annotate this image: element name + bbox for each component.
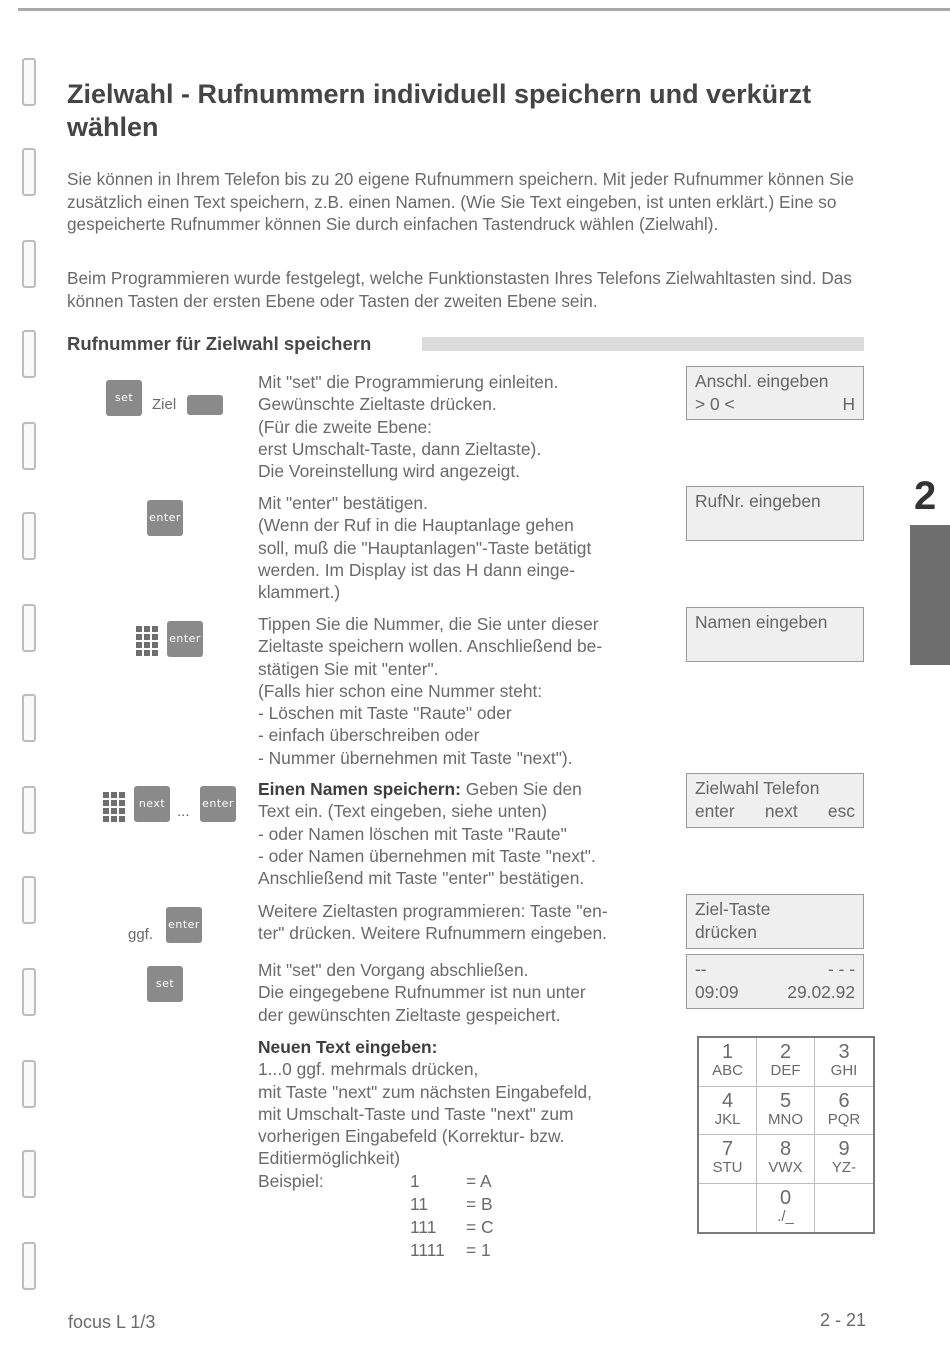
keypad-digit: 3 [838,1041,850,1063]
next-key: next [134,786,170,822]
step-5-text [258,900,668,945]
display-idle [686,954,864,1009]
step-line: Weitere Zieltasten programmieren: Taste "en- [258,901,608,921]
step-line: Text ein. (Text eingeben, siehe unten) [258,801,548,822]
step-1-text [258,371,668,482]
keypad-letters: MNO [768,1110,803,1128]
chapter-tab [910,525,950,665]
keypad-icon [103,792,127,822]
display-line: drücken [695,922,757,942]
step-line: Mit "set" den Vorgang abschließen. [258,960,529,980]
step-line: der gewünschten Zieltaste gespeichert. [258,1004,561,1025]
step-line: klammert.) [258,582,341,603]
example-keys: 111 [410,1217,437,1237]
keypad-letters: ABC [712,1062,743,1079]
display-value: > 0 < [695,394,735,414]
step-line: soll, muß die "Hauptanlagen"-Taste betätigt [258,537,592,558]
step-line: Mit "enter" bestätigen. [258,493,428,513]
intro-paragraph-1: Sie können in Ihrem Telefon bis zu 20 eigene Rufnummern speichern. Mit jeder Rufnummer können Sie zusätzlich einen Text speichern, z.B. einen Namen. (Wie Sie Text eingeben, ist unten erklärt.) Eine so gespeicherte Rufnummer können Sie durch einfachen Tastendruck wählen (Zielwahl). [67,169,854,234]
display-date: 29.02.92 [787,982,855,1002]
step-line: Die Voreinstellung wird angezeigt. [258,461,520,482]
keypad-cell-empty [815,1184,873,1233]
display-line: Zielwahl Telefon [695,778,820,798]
step-line: - Nummer übernehmen mit Taste "next"). [258,747,573,768]
keypad-letters: GHI [830,1062,858,1079]
step-line: Anschließend mit Taste "enter" bestätigen. [258,868,585,889]
enter-key: enter [167,621,203,657]
example-keys: 1111 [410,1240,445,1260]
page-number: 2 - 21 [820,1310,867,1330]
display-time: 09:09 [695,982,739,1002]
ggf-label: ggf. [128,926,154,943]
step-6-text [258,959,668,1026]
step-4-text [258,778,668,889]
footer-product: focus L 1/3 [68,1312,156,1332]
keypad-letters: ./_ [777,1207,794,1225]
step-line: Zieltaste speichern wollen. Anschließend be- [258,636,603,657]
keypad-cell-empty [699,1184,757,1233]
binder-mark [22,1150,36,1198]
step-line: Editiermöglichkeit) [258,1148,401,1169]
step-line: (Für die zweite Ebene: [258,416,432,437]
softkey-enter: enter [695,801,735,821]
binder-mark [22,422,36,470]
step-line: - einfach überschreiben oder [258,725,480,746]
keypad-cell [815,1087,873,1136]
step-line: Die eingegebene Rufnummer ist nun unter [258,982,586,1003]
example-result: = 1 [466,1240,491,1260]
display-zieltaste [686,894,864,949]
intro-paragraph-2: Beim Programmieren wurde festgelegt, welche Funktionstasten Ihres Telefons Zielwahltasten sind. Das können Tasten der ersten Ebene oder Tasten der zweiten Ebene sein. [67,268,852,311]
example-result: = B [466,1194,493,1214]
keypad-cell [815,1135,873,1184]
display-line [695,981,855,1004]
keypad-letters: PQR [827,1110,861,1128]
softkey-esc: esc [827,801,855,821]
page-title: Zielwahl - Rufnummern individuell speichern und verkürzt wählen [67,79,812,142]
step-3-text [258,613,668,769]
step-line: (Wenn der Ruf in die Hauptanlage gehen [258,515,574,536]
display-line: Ziel-Taste [695,899,771,919]
keypad-digit: 7 [721,1138,734,1160]
keypad-letters: JKL [714,1110,741,1128]
enter-key: enter [166,907,202,943]
keypad-letters: STU [712,1159,743,1176]
binder-mark [22,58,36,106]
step-7-text [258,1036,668,1170]
ziel-label: Ziel [152,396,177,413]
example-label: Beispiel: [258,1171,324,1191]
keypad-cell [757,1135,815,1184]
example-result: = A [466,1171,492,1191]
binder-mark [22,330,36,378]
binder-mark [22,1060,36,1108]
keypad-cell [815,1038,873,1087]
keypad-digit: 2 [779,1041,792,1063]
display-line: Namen eingeben [695,612,828,632]
display-line: Anschl. eingeben [695,371,829,391]
binder-mark [22,512,36,560]
step-line: mit Umschalt-Taste und Taste "next" zum [258,1103,574,1124]
set-key: set [106,380,142,416]
keypad-cell [757,1038,815,1087]
keypad-cell [699,1038,757,1087]
section-heading: Rufnummer für Zielwahl speichern [67,333,372,354]
keypad-digit: 1 [721,1041,734,1063]
section-heading-bar [422,337,864,351]
display-flag: H [842,394,855,414]
binder-mark [22,240,36,288]
step-line: (Falls hier schon eine Nummer steht: [258,680,543,701]
chapter-number: 2 [914,474,937,518]
binder-mark [22,786,36,834]
enter-key: enter [147,500,183,536]
display-rufnr [686,486,864,541]
binder-mark [22,148,36,196]
keypad-digit: 5 [779,1089,792,1112]
binder-mark [22,1242,36,1290]
step-line: ter" drücken. Weitere Rufnummern eingeben. [258,923,608,944]
step-line: - oder Namen übernehmen mit Taste "next". [258,845,596,866]
keypad-cell [757,1184,815,1233]
display-line [695,393,855,416]
keypad-digit: 9 [838,1138,850,1160]
top-rule [18,8,950,11]
softkey-next: next [764,801,798,821]
display-anschluss [686,366,864,420]
display-dashes: - - - [827,959,855,979]
set-key: set [147,966,183,1002]
display-line: RufNr. eingeben [695,491,821,511]
keypad-letters: VWX [768,1159,803,1176]
step-line: stätigen Sie mit "enter". [258,658,439,679]
keypad-cell [699,1087,757,1136]
step-line: 1...0 ggf. mehrmals drücken, [258,1059,479,1080]
keypad-digit: 6 [838,1089,850,1112]
display-namen [686,607,864,662]
step-4-first: Geben Sie den [460,779,582,799]
binder-mark [22,968,36,1016]
enter-key: enter [200,786,236,822]
keypad-cell [757,1087,815,1136]
keypad-digit: 0 [779,1186,792,1209]
display-line [695,958,855,981]
display-zielwahl [686,773,864,828]
keypad-digit: 4 [721,1089,734,1112]
example-result: = C [466,1217,494,1237]
binder-mark [22,694,36,742]
keypad-letters: YZ- [831,1159,857,1176]
step-line: - oder Namen löschen mit Taste "Raute" [258,823,567,844]
step-7-heading: Neuen Text eingeben: [258,1037,438,1057]
keypad-digit: 8 [779,1138,792,1160]
step-4-heading: Einen Namen speichern: [258,779,461,799]
step-line: werden. Im Display ist das H dann einge- [258,559,576,580]
keypad-icon [136,626,160,656]
step-line: mit Taste "next" zum nächsten Eingabefeld, [258,1081,592,1102]
binder-mark [22,604,36,652]
step-line: - Löschen mit Taste "Raute" oder [258,703,512,724]
example-keys: 11 [410,1194,429,1214]
display-dashes: -- [695,959,707,979]
step-line: Mit "set" die Programmierung einleiten. [258,372,559,392]
step-line [258,778,668,800]
display-softkeys [695,800,855,823]
step-2-text [258,492,668,603]
step-line: erst Umschalt-Taste, dann Zieltaste). [258,438,542,459]
step-line [258,1036,668,1058]
target-key [187,395,223,415]
binder-mark [22,876,36,924]
keypad-letters: DEF [770,1062,801,1079]
step-line: vorherigen Eingabefeld (Korrektur- bzw. [258,1126,565,1147]
ellipsis-label: ... [177,803,190,820]
keypad-letter-table [697,1036,875,1234]
keypad-cell [699,1135,757,1184]
step-line: Tippen Sie die Nummer, die Sie unter dieser [258,614,599,634]
example-keys: 1 [410,1171,420,1191]
step-line: Gewünschte Zieltaste drücken. [258,394,497,415]
